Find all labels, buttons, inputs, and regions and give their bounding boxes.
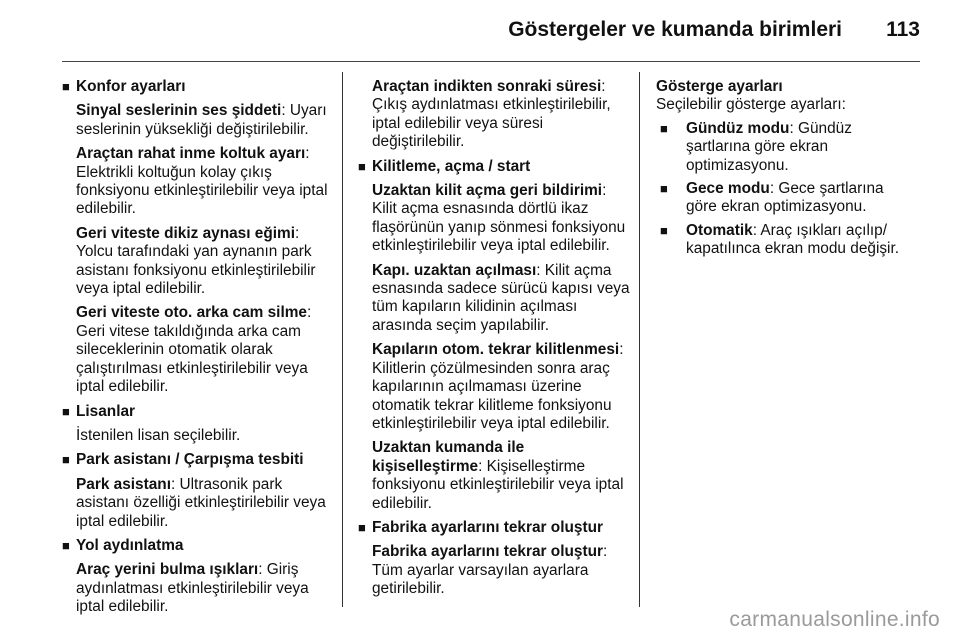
setting-name: Gece modu [686,180,770,198]
section-title: Fabrika ayarlarını tekrar oluştur [372,518,603,536]
setting-entry [372,439,630,513]
setting-name: Araçtan indikten sonraki süresi [372,78,602,95]
bullet-icon: ■ [660,181,668,197]
setting-name: Geri viteste oto. arka cam silme [76,304,307,322]
bullet-icon: ■ [358,158,366,174]
list-item [656,222,918,259]
setting-description: : Gece şartlarına göre ekran optimizasyonu. [686,180,884,216]
bullet-icon: ■ [660,120,668,136]
bullet-icon: ■ [62,79,70,94]
setting-description: : Uyarı seslerinin yüksekliği değiştirilebilir. [76,102,327,138]
bullet-icon: ■ [62,403,70,419]
setting-entry [372,182,630,256]
section-text: İstenilen lisan seçilebilir. [76,426,241,444]
column-1 [62,78,332,623]
setting-entry [372,341,630,433]
setting-description: : Kilit açma esnasında sadece sürücü kapısı veya tüm kapıların kilidinin açılması arasında seçim yapılabilir. [372,261,630,334]
setting-entry [76,102,332,139]
setting-description: : Geri vitese takıldığında arka cam sileceklerinin otomatik olarak çalıştırılması etkinleştirilebilir veya iptal edilebilir. [76,304,312,396]
setting-description: : Kilitlerin çözülmesinden sonra araç kapılarının açılmaması üzerine otomatik tekrar kilitleme fonksiyonu etkinleştirilebilir veya iptal edilebilir. [372,341,624,432]
setting-entry [76,225,332,299]
setting-name: Otomatik [686,221,753,239]
setting-description: : Yolcu tarafındaki yan aynanın park asistanı fonksiyonu etkinleştirilebilir veya iptal edilebilir. [76,224,316,298]
setting-name: Kapıların otom. tekrar kilitlenmesi [372,341,620,359]
column-2 [358,78,630,605]
column-divider-1 [342,72,343,607]
section-konfor [62,78,332,397]
section-title: Yol aydınlatma [76,536,184,554]
setting-description: : Tüm ayarlar varsayılan ayarlara getirilebilir. [372,543,608,598]
setting-entry [76,145,332,219]
setting-entry [372,262,630,336]
page-title: Göstergeler ve kumanda birimleri [508,18,842,41]
bullet-icon: ■ [660,222,668,238]
setting-name: Araçtan rahat inme koltuk ayarı [76,145,306,163]
section-title: Gösterge ayarları [656,78,783,95]
setting-entry [372,78,630,152]
setting-description: : Ultrasonik park asistanı özelliği etkinleştirilebilir veya iptal edilebilir. [76,475,326,530]
setting-entry [76,476,332,531]
setting-name: Gündüz modu [686,119,790,137]
column-divider-2 [639,72,640,607]
section-title: Kilitleme, açma / start [372,157,531,175]
column-3 [656,78,918,264]
setting-description: : Gündüz şartlarına göre ekran optimizasyonu. [686,119,852,174]
section-lisanlar [62,403,332,446]
bullet-icon: ■ [358,519,366,535]
header-rule [62,61,920,62]
setting-name: Araç yerini bulma ışıkları [76,561,259,579]
setting-name: Kapı. uzaktan açılması [372,261,537,279]
section-fabrika [358,519,630,599]
setting-description: : Araç ışıkları açılıp/ kapatılınca ekran modu değişir. [686,221,900,258]
setting-name: Geri viteste dikiz aynası eğimi [76,224,295,242]
section-park [62,451,332,531]
setting-name: Uzaktan kilit açma geri bildirimi [372,182,603,200]
list-item [656,180,918,217]
page-number: 113 [886,18,920,41]
setting-description: : Kilit açma esnasında dörtlü ikaz flaşörünün yanıp sönmesi fonksiyonu etkinleştirilebilir veya iptal edilebilir. [372,182,626,255]
section-yol-continued [358,78,630,152]
watermark: carmanualsonline.info [729,608,940,631]
bullet-icon: ■ [62,537,70,553]
setting-name: Sinyal seslerinin ses şiddeti [76,102,282,120]
setting-description: : Çıkış aydınlatması etkinleştirilebilir, iptal edilebilir veya süresi değiştirilebilir. [372,78,611,151]
setting-entry [76,304,332,396]
list-item [656,120,918,175]
section-title: Konfor ayarları [76,78,186,95]
section-title: Lisanlar [76,402,136,420]
bullet-icon: ■ [62,452,70,468]
setting-description: : Kişiselleştirme fonksiyonu etkinleştirilebilir veya iptal edilebilir. [372,457,624,512]
section-title: Park asistanı / Çarpışma tesbiti [76,451,304,469]
section-kilit [358,158,630,513]
setting-name: Park asistanı [76,475,171,493]
setting-description: : Giriş aydınlatması etkinleştirilebilir veya iptal edilebilir. [76,561,309,616]
setting-name: Fabrika ayarlarını tekrar oluştur [372,543,603,561]
section-intro: Seçilebilir gösterge ayarları: [656,96,846,114]
setting-entry [372,543,630,598]
setting-description: : Elektrikli koltuğun kolay çıkış fonksiyonu etkinleştirilebilir veya iptal edilebilir. [76,145,328,218]
setting-entry [76,561,332,616]
setting-name: Uzaktan kumanda ile kişiselleştirme [372,439,525,475]
section-yol [62,537,332,617]
page-header [0,0,960,62]
